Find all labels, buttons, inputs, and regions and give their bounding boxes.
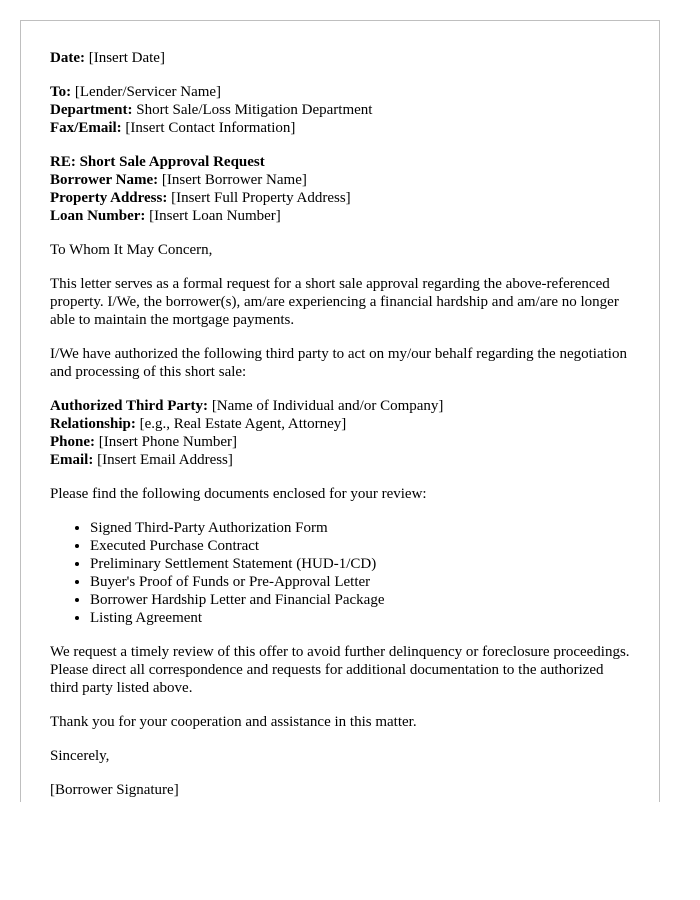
relationship-label: Relationship:	[50, 416, 136, 432]
paragraph-thanks: Thank you for your cooperation and assistance in this matter.	[50, 714, 417, 730]
closing: Sincerely,	[50, 748, 110, 764]
loan-label: Loan Number:	[50, 208, 146, 224]
documents-intro: Please find the following documents enclosed for your review:	[50, 486, 427, 502]
third-party-block	[50, 397, 631, 469]
list-item: • Executed Purchase Contract	[90, 537, 631, 555]
list-item: • Preliminary Settlement Statement (HUD-1/CD)	[90, 555, 631, 573]
phone-value: [Insert Phone Number]	[98, 434, 238, 450]
paragraph-request: This letter serves as a formal request for a short sale approval regarding the above-referenced property. I/We, the borrower(s), am/are experiencing a financial hardship and am/are no longer able to maintain the mortgage payments.	[50, 276, 619, 328]
list-item: • Listing Agreement	[90, 609, 631, 627]
relationship-value: [e.g., Real Estate Agent, Attorney]	[139, 416, 347, 432]
list-item: • Borrower Hardship Letter and Financial Package	[90, 591, 631, 609]
contact-value: [Insert Contact Information]	[125, 120, 296, 136]
date-label: Date:	[50, 50, 85, 66]
list-item: • Buyer's Proof of Funds or Pre-Approval Letter	[90, 573, 631, 591]
signature-line: [Borrower Signature]	[50, 782, 179, 798]
salutation: To Whom It May Concern,	[50, 242, 213, 258]
email-value: [Insert Email Address]	[97, 452, 233, 468]
reference-block	[50, 153, 631, 225]
property-label: Property Address:	[50, 190, 168, 206]
contact-label: Fax/Email:	[50, 120, 122, 136]
third-party-value: [Name of Individual and/or Company]	[211, 398, 444, 414]
paragraph-authorization: I/We have authorized the following third party to act on my/our behalf regarding the negotiation and processing of this short sale:	[50, 346, 627, 380]
third-party-label: Authorized Third Party:	[50, 398, 209, 414]
department-label: Department:	[50, 102, 133, 118]
department-value: Short Sale/Loss Mitigation Department	[136, 102, 373, 118]
documents-list	[50, 519, 631, 627]
phone-label: Phone:	[50, 434, 95, 450]
paragraph-review: We request a timely review of this offer to avoid further delinquency or foreclosure proceedings. Please direct all correspondence and requests for additional documentation to the authorized third party listed above.	[50, 644, 630, 696]
borrower-value: [Insert Borrower Name]	[161, 172, 307, 188]
email-label: Email:	[50, 452, 94, 468]
borrower-label: Borrower Name:	[50, 172, 159, 188]
list-item: • Signed Third-Party Authorization Form	[90, 519, 631, 537]
loan-value: [Insert Loan Number]	[149, 208, 281, 224]
re-line: RE: Short Sale Approval Request	[50, 154, 265, 170]
to-label: To:	[50, 84, 72, 100]
letter-page	[20, 20, 660, 802]
property-value: [Insert Full Property Address]	[171, 190, 351, 206]
date-line	[50, 49, 631, 67]
date-value: [Insert Date]	[88, 50, 165, 66]
to-value: [Lender/Servicer Name]	[74, 84, 222, 100]
recipient-block	[50, 83, 631, 137]
